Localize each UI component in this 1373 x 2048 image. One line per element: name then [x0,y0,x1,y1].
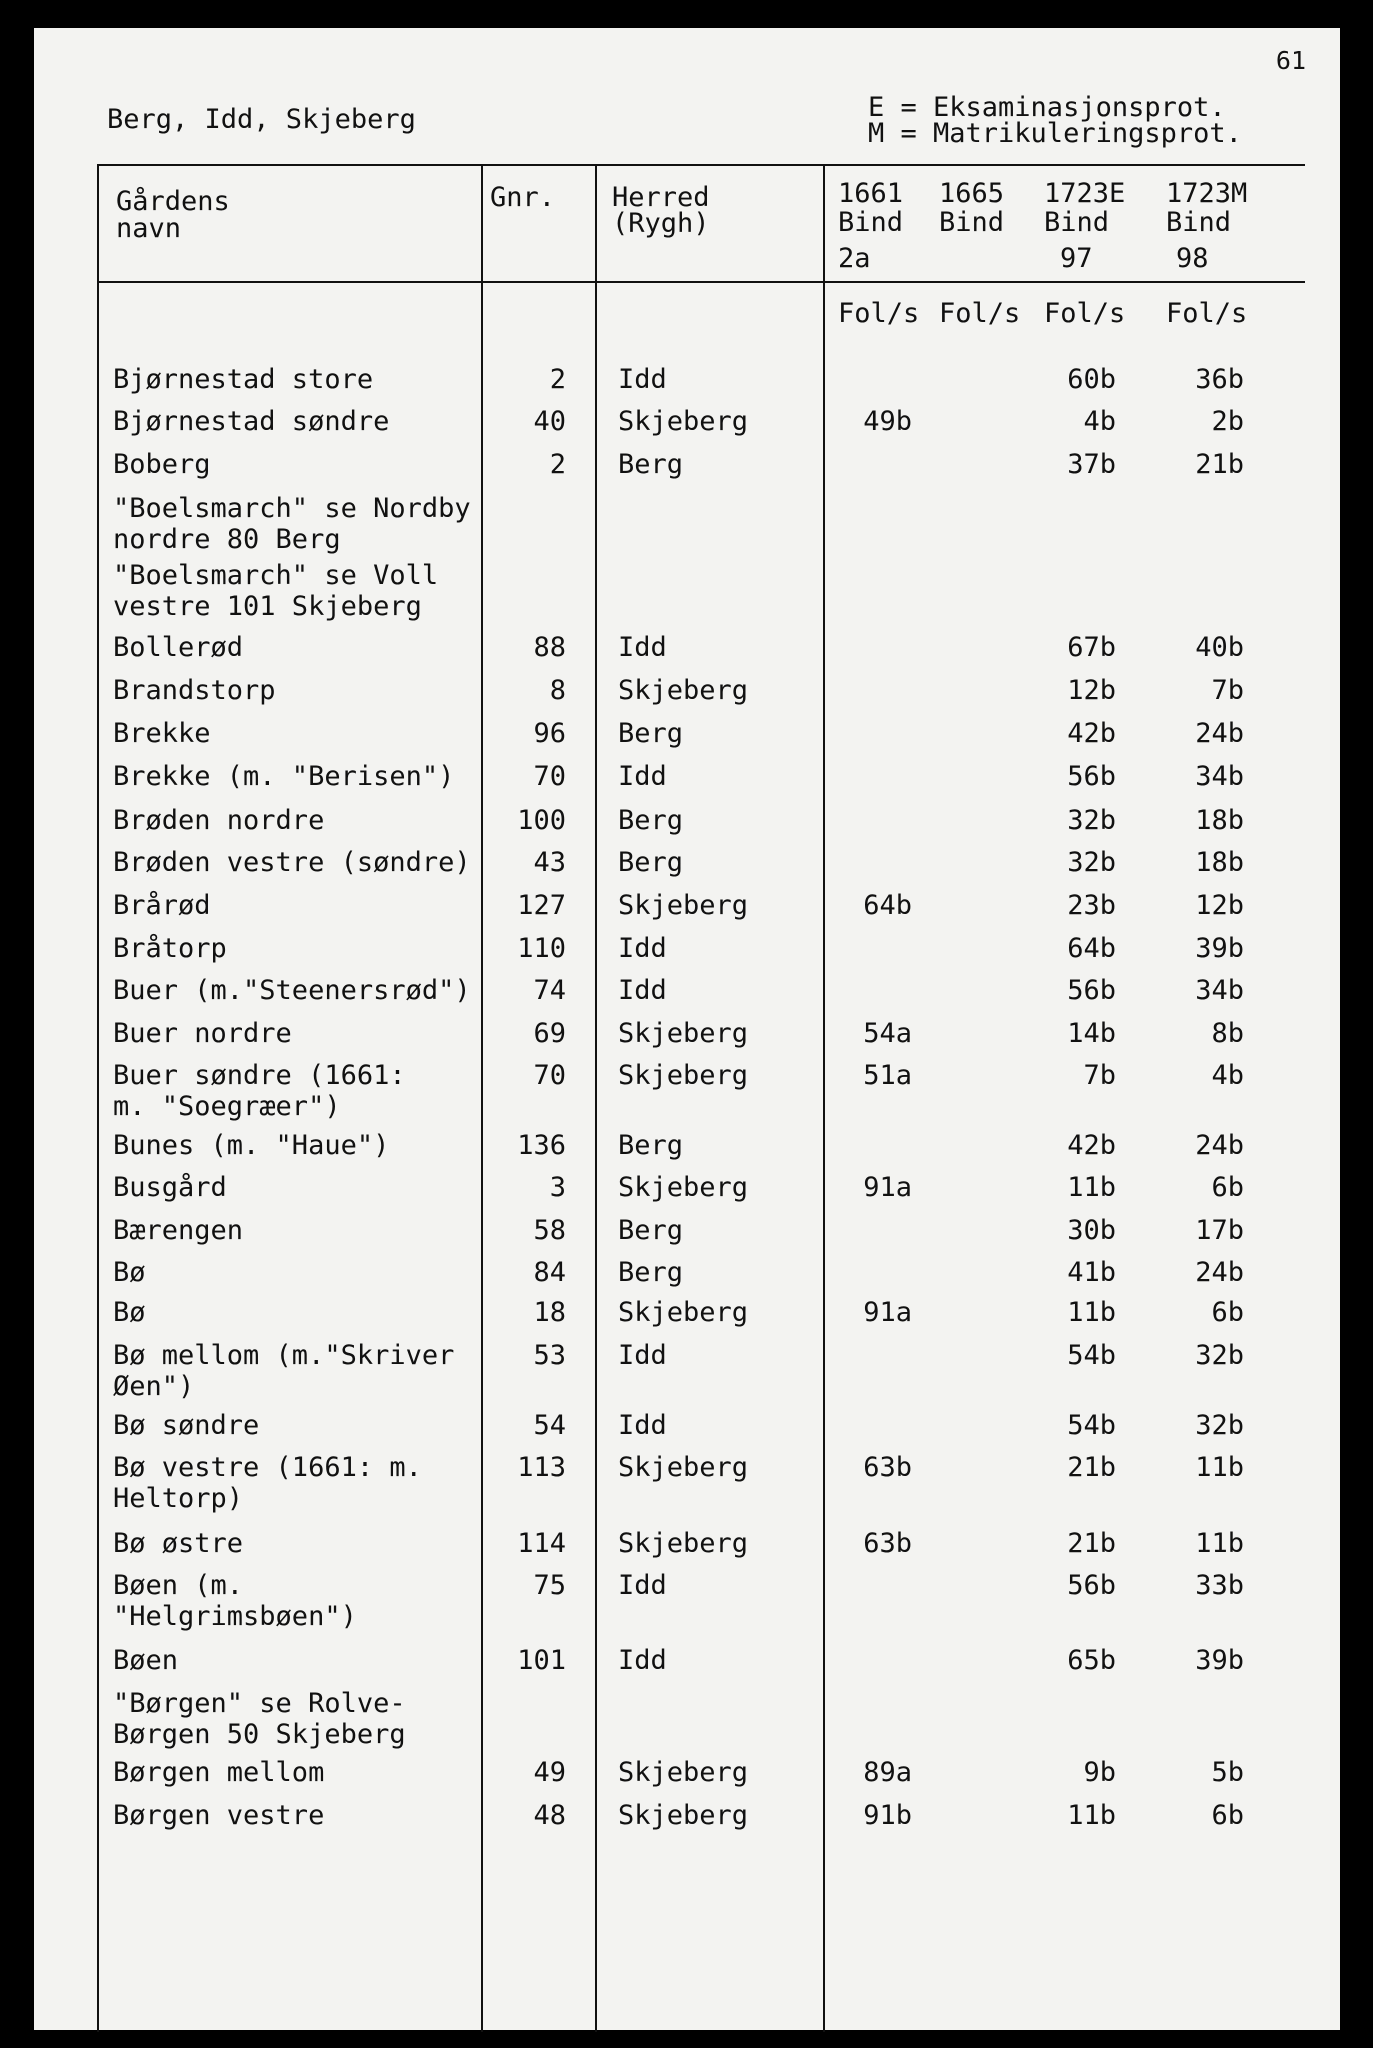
cell-gnr: 114 [517,1528,566,1559]
header-gardens: Gårdens [116,186,230,217]
cell-herred: Skjeberg [618,1018,749,1049]
cell-herred: Skjeberg [618,1452,749,1483]
cell-navn-line1: Heltorp) [113,1483,244,1514]
column-rule [823,164,825,2032]
cell-navn-line0: Buer nordre [113,1018,292,1049]
cell-v1723e: 32b [1067,805,1116,836]
cell-v1723e: 64b [1067,933,1116,964]
cell-gnr: 54 [533,1410,566,1441]
cell-gnr: 69 [533,1018,566,1049]
cell-herred: Berg [618,847,684,878]
table-top-rule [97,164,1305,166]
cell-gnr: 8 [549,675,566,706]
header-1661-bind: Bind [838,207,904,238]
cell-herred: Idd [618,761,667,792]
cell-v1723m: 4b [1211,1060,1244,1091]
cell-navn-line0: Bø [113,1297,146,1328]
cell-herred: Idd [618,1645,667,1676]
cell-herred: Skjeberg [618,1528,749,1559]
cell-herred: Idd [618,632,667,663]
cell-navn-line0: Brandstorp [113,675,276,706]
header-1665-bind: Bind [939,207,1005,238]
cell-herred: Idd [618,364,667,395]
cell-herred: Skjeberg [618,406,749,437]
cell-v1723e: 4b [1083,406,1116,437]
cell-herred: Berg [618,449,684,480]
column-rule [595,164,597,2032]
cell-v1723e: 30b [1067,1215,1116,1246]
cell-navn-line0: Buer (m."Steenersrød") [113,975,471,1006]
header-fol-1723m: Fol/s [1166,298,1248,329]
cell-navn-line0: Brårød [113,890,211,921]
cell-v1723m: 7b [1211,675,1244,706]
cell-navn-line0: Bjørnestad søndre [113,406,390,437]
cell-v1723m: 18b [1195,847,1244,878]
cell-v1723e: 54b [1067,1410,1116,1441]
cell-v1661: 91b [863,1800,912,1831]
cell-navn-line0: Bærengen [113,1215,244,1246]
cell-v1723m: 6b [1211,1800,1244,1831]
cell-v1723m: 32b [1195,1340,1244,1371]
cell-navn-line0: Bø [113,1257,146,1288]
cell-v1723e: 11b [1067,1297,1116,1328]
cell-v1723m: 24b [1195,718,1244,749]
cell-v1661: 91a [863,1172,912,1203]
cell-gnr: 127 [517,890,566,921]
cell-gnr: 75 [533,1570,566,1601]
cell-v1723m: 21b [1195,449,1244,480]
cell-v1661: 51a [863,1060,912,1091]
cell-gnr: 48 [533,1800,566,1831]
cell-v1723e: 21b [1067,1452,1116,1483]
cell-v1723e: 56b [1067,975,1116,1006]
cell-v1723e: 21b [1067,1528,1116,1559]
cell-navn-line0: Brøden nordre [113,805,325,836]
cell-navn-line1: vestre 101 Skjeberg [113,591,422,622]
cell-navn-line0: Bunes (m. "Haue") [113,1130,390,1161]
header-1723e-bind: Bind [1044,207,1110,238]
cell-navn-line0: Bøen (m. [113,1570,244,1601]
cell-gnr: 2 [549,449,566,480]
cell-v1723m: 39b [1195,1645,1244,1676]
cell-v1723m: 34b [1195,761,1244,792]
cell-v1661: 64b [863,890,912,921]
cell-v1723m: 24b [1195,1130,1244,1161]
cell-v1661: 63b [863,1452,912,1483]
cell-herred: Skjeberg [618,1800,749,1831]
cell-gnr: 96 [533,718,566,749]
cell-herred: Idd [618,1570,667,1601]
cell-v1723m: 24b [1195,1257,1244,1288]
column-rule [481,164,483,2032]
cell-herred: Idd [618,975,667,1006]
cell-navn-line1: Børgen 50 Skjeberg [113,1719,406,1750]
header-1723m-bind: Bind [1166,207,1232,238]
cell-herred: Berg [618,718,684,749]
cell-herred: Berg [618,1130,684,1161]
cell-v1723e: 54b [1067,1340,1116,1371]
page-number: 61 [1275,46,1306,75]
header-fol-1723e: Fol/s [1044,298,1126,329]
header-1723m: 1723M [1166,178,1248,209]
cell-v1723m: 32b [1195,1410,1244,1441]
cell-navn-line0: "Boelsmarch" se Voll [113,560,439,591]
cell-v1723e: 41b [1067,1257,1116,1288]
cell-navn-line0: Bollerød [113,632,244,663]
cell-herred: Idd [618,1410,667,1441]
cell-v1723e: 42b [1067,718,1116,749]
cell-gnr: 18 [533,1297,566,1328]
cell-gnr: 2 [549,364,566,395]
table-left-rule [97,164,99,2032]
cell-herred: Berg [618,1215,684,1246]
cell-gnr: 58 [533,1215,566,1246]
cell-herred: Idd [618,1340,667,1371]
cell-herred: Skjeberg [618,1172,749,1203]
cell-v1723e: 65b [1067,1645,1116,1676]
cell-navn-line0: Brekke [113,718,211,749]
cell-v1723e: 23b [1067,890,1116,921]
cell-navn-line1: m. "Soegræer") [113,1091,341,1122]
cell-v1661: 49b [863,406,912,437]
cell-v1723e: 56b [1067,761,1116,792]
legend-line: E = Eksaminasjonsprot. [868,92,1226,123]
cell-v1723m: 2b [1211,406,1244,437]
cell-navn-line0: Børgen mellom [113,1757,325,1788]
legend-line: M = Matrikuleringsprot. [868,118,1242,149]
cell-v1723e: 67b [1067,632,1116,663]
header-1661: 1661 [838,178,904,209]
header-1723e: 1723E [1044,178,1126,209]
cell-v1661: 89a [863,1757,912,1788]
cell-v1723e: 12b [1067,675,1116,706]
header-1723e-volume: 97 [1060,243,1093,274]
header-herred: Herred [612,182,710,213]
cell-v1723m: 39b [1195,933,1244,964]
cell-herred: Skjeberg [618,675,749,706]
header-fol-1665: Fol/s [939,298,1021,329]
cell-gnr: 70 [533,761,566,792]
cell-navn-line0: Bø østre [113,1528,244,1559]
cell-navn-line0: Bøen [113,1645,179,1676]
header-fol-1661: Fol/s [838,298,920,329]
header-rule [97,281,1305,283]
cell-navn-line0: Brekke (m. "Berisen") [113,761,455,792]
cell-v1723m: 36b [1195,364,1244,395]
cell-gnr: 84 [533,1257,566,1288]
cell-v1723m: 40b [1195,632,1244,663]
header-1665: 1665 [939,178,1005,209]
cell-v1723m: 17b [1195,1215,1244,1246]
cell-navn-line0: "Børgen" se Rolve- [113,1688,406,1719]
cell-navn-line0: Brøden vestre (søndre) [113,847,471,878]
cell-v1723e: 32b [1067,847,1116,878]
cell-v1723e: 56b [1067,1570,1116,1601]
cell-gnr: 110 [517,933,566,964]
cell-v1723e: 14b [1067,1018,1116,1049]
cell-gnr: 74 [533,975,566,1006]
cell-gnr: 40 [533,406,566,437]
cell-v1723m: 8b [1211,1018,1244,1049]
page-title: Berg, Idd, Skjeberg [107,104,416,135]
cell-navn-line0: "Boelsmarch" se Nordby [113,493,471,524]
cell-v1723e: 11b [1067,1800,1116,1831]
cell-navn-line1: nordre 80 Berg [113,524,341,555]
cell-v1723e: 37b [1067,449,1116,480]
cell-v1723m: 34b [1195,975,1244,1006]
cell-herred: Skjeberg [618,890,749,921]
cell-v1723e: 11b [1067,1172,1116,1203]
cell-v1723m: 11b [1195,1452,1244,1483]
cell-v1723e: 42b [1067,1130,1116,1161]
cell-gnr: 88 [533,632,566,663]
cell-herred: Berg [618,805,684,836]
cell-navn-line0: Boberg [113,449,211,480]
cell-v1723m: 18b [1195,805,1244,836]
cell-navn-line0: Børgen vestre [113,1800,325,1831]
header-1661-volume: 2a [838,243,871,274]
cell-gnr: 113 [517,1452,566,1483]
cell-navn-line0: Bø søndre [113,1410,260,1441]
cell-v1723m: 6b [1211,1172,1244,1203]
cell-v1723e: 9b [1083,1757,1116,1788]
cell-v1723m: 11b [1195,1528,1244,1559]
cell-gnr: 101 [517,1645,566,1676]
cell-navn-line0: Bø mellom (m."Skriver [113,1340,455,1371]
cell-gnr: 3 [549,1172,566,1203]
cell-gnr: 53 [533,1340,566,1371]
cell-navn-line0: Buer søndre (1661: [113,1060,406,1091]
cell-herred: Skjeberg [618,1757,749,1788]
cell-v1661: 63b [863,1528,912,1559]
cell-v1723m: 5b [1211,1757,1244,1788]
header-rygh: (Rygh) [612,208,710,239]
cell-herred: Skjeberg [618,1060,749,1091]
cell-gnr: 70 [533,1060,566,1091]
cell-herred: Berg [618,1257,684,1288]
cell-v1723m: 12b [1195,890,1244,921]
cell-v1723e: 7b [1083,1060,1116,1091]
cell-navn-line1: Øen") [113,1371,195,1402]
cell-navn-line0: Busgård [113,1172,227,1203]
cell-gnr: 136 [517,1130,566,1161]
cell-v1723e: 60b [1067,364,1116,395]
cell-navn-line0: Bråtorp [113,933,227,964]
cell-v1661: 54a [863,1018,912,1049]
cell-v1661: 91a [863,1297,912,1328]
header-navn: navn [116,213,182,244]
header-gnr: Gnr. [490,182,556,213]
cell-herred: Idd [618,933,667,964]
cell-herred: Skjeberg [618,1297,749,1328]
cell-gnr: 49 [533,1757,566,1788]
cell-gnr: 100 [517,805,566,836]
cell-v1723m: 6b [1211,1297,1244,1328]
cell-navn-line0: Bø vestre (1661: m. [113,1452,422,1483]
cell-navn-line0: Bjørnestad store [113,364,374,395]
cell-navn-line1: "Helgrimsbøen") [113,1601,357,1632]
header-1723m-volume: 98 [1176,243,1209,274]
cell-gnr: 43 [533,847,566,878]
cell-v1723m: 33b [1195,1570,1244,1601]
